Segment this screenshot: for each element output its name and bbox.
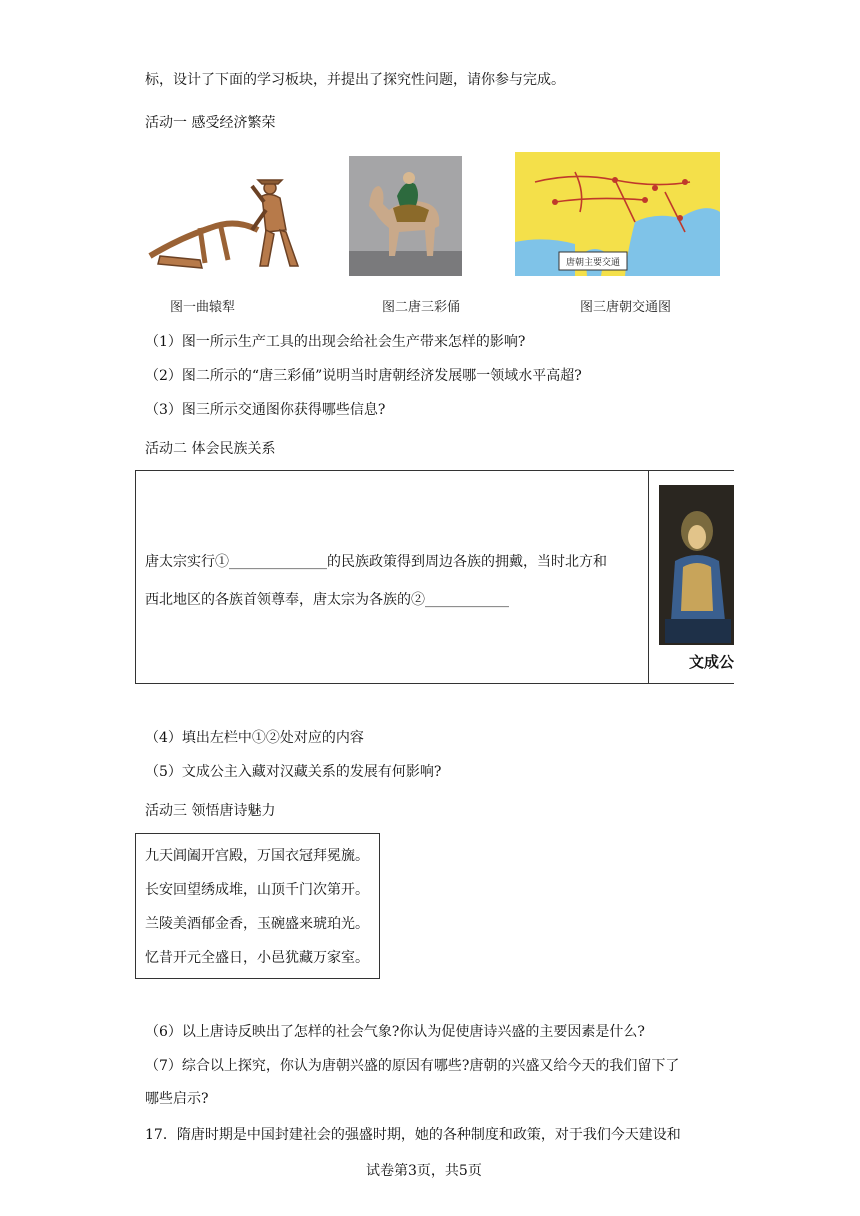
poem-line-3: 兰陵美酒郁金香，玉碗盛来琥珀光。 xyxy=(145,916,369,932)
poem-line-1: 九天阊阖开宫殿，万国衣冠拜冕旒。 xyxy=(145,848,369,864)
caption-figurine: 图二唐三彩俑 xyxy=(382,300,461,315)
map-legend-label: 唐朝主要交通 xyxy=(565,258,621,268)
question-7: （7）综合以上探究，你认为唐朝兴盛的原因有哪些?唐朝的兴盛又给今天的我们留下了 xyxy=(145,1058,680,1074)
question-4: （4）填出左栏中①②处对应的内容 xyxy=(145,730,364,746)
page-footer: 试卷第3页，共5页 xyxy=(366,1163,482,1179)
plow-image xyxy=(140,168,315,278)
poem-line-4: 忆昔开元全盛日，小邑犹藏万家室。 xyxy=(145,950,369,966)
intro-line: 标，设计了下面的学习板块，并提出了探究性问题，请你参与完成。 xyxy=(145,72,565,88)
tricolor-figurine-image xyxy=(349,156,462,276)
caption-plow: 图一曲辕犁 xyxy=(170,300,236,315)
table-text-line2: 西北地区的各族首领尊奉，唐太宗为各族的②____________ xyxy=(145,592,509,608)
activity1-title: 活动一 感受经济繁荣 xyxy=(145,115,276,131)
tang-traffic-map xyxy=(515,152,720,276)
caption-map: 图三唐朝交通图 xyxy=(580,300,672,315)
princess-wencheng-cell xyxy=(649,471,734,683)
question-17: 17．隋唐时期是中国封建社会的强盛时期，她的各种制度和政策，对于我们今天建设和 xyxy=(145,1127,681,1143)
question-5: （5）文成公主入藏对汉藏关系的发展有何影响? xyxy=(145,764,442,780)
question-7-cont: 哪些启示? xyxy=(145,1091,209,1107)
ethnic-relations-table xyxy=(135,470,734,684)
activity3-title: 活动三 领悟唐诗魅力 xyxy=(145,803,276,819)
activity2-title: 活动二 体会民族关系 xyxy=(145,441,276,457)
question-3: （3）图三所示交通图你获得哪些信息? xyxy=(145,402,386,418)
princess-wencheng-caption: 文成公 xyxy=(689,653,734,671)
poem-line-2: 长安回望绣成堆，山顶千门次第开。 xyxy=(145,882,369,898)
poem-box xyxy=(135,833,380,979)
question-2: （2）图二所示的“唐三彩俑”说明当时唐朝经济发展哪一领域水平高超? xyxy=(145,368,582,384)
question-6: （6）以上唐诗反映出了怎样的社会气象?你认为促使唐诗兴盛的主要因素是什么? xyxy=(145,1024,645,1040)
table-text-line1: 唐太宗实行①______________的民族政策得到周边各族的拥戴，当时北方和 xyxy=(145,554,607,570)
question-1: （1）图一所示生产工具的出现会给社会生产带来怎样的影响? xyxy=(145,334,526,350)
